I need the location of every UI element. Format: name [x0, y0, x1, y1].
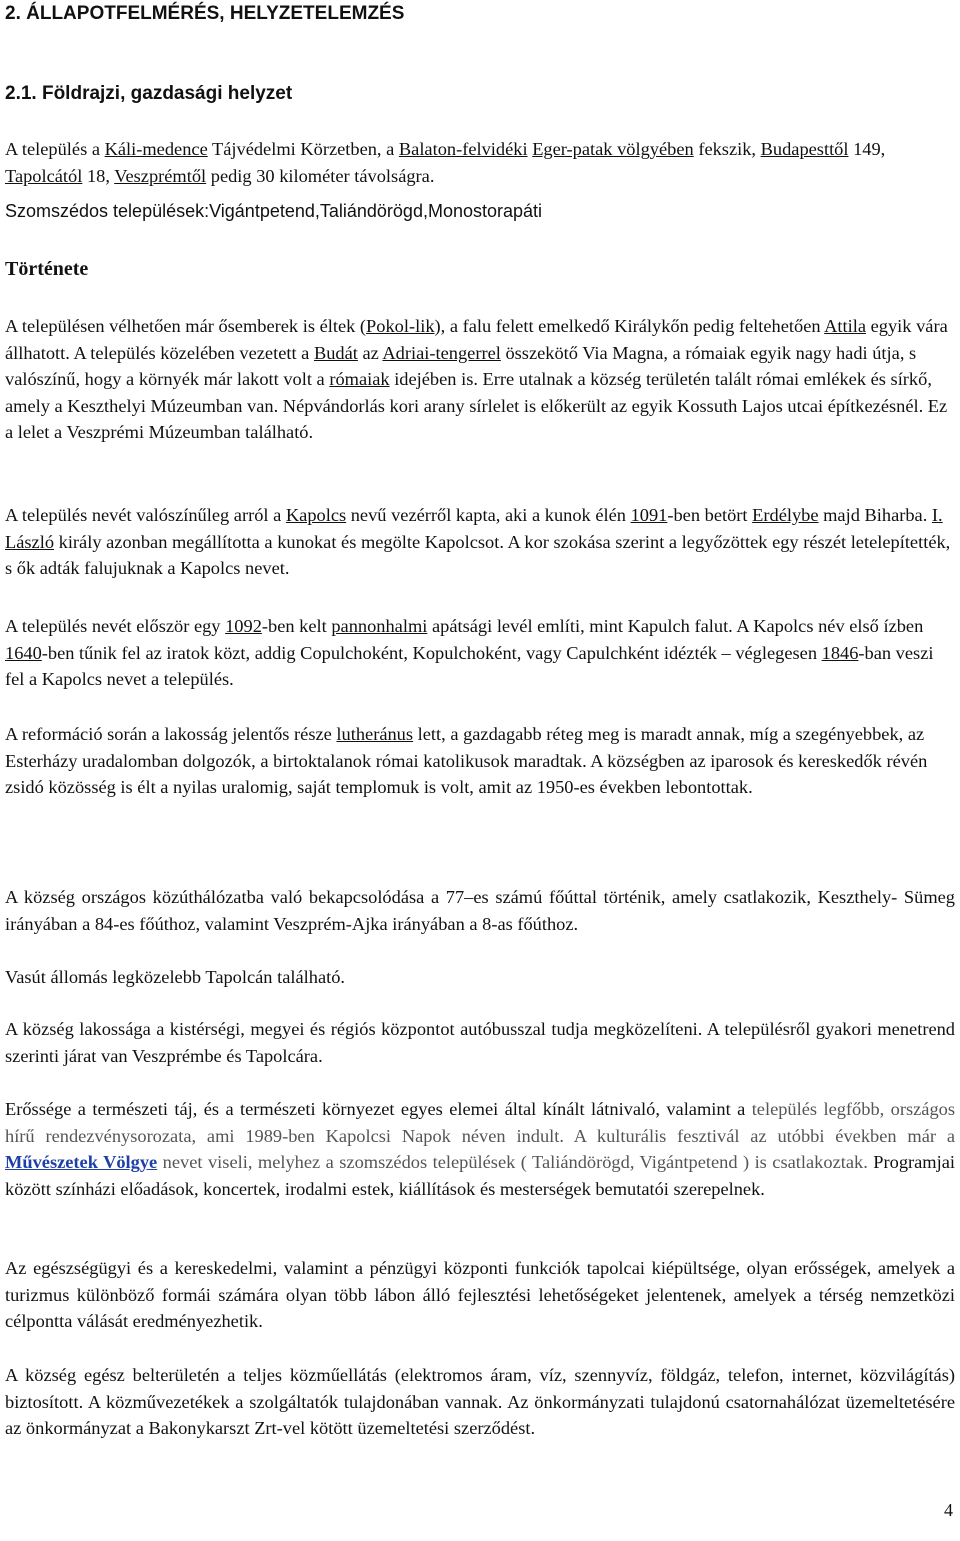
link-1091[interactable]: 1091 — [630, 505, 668, 525]
history-paragraph-1: A településen vélhetően már ősemberek is éltek (Pokol-lik), a falu felett emelkedő Királykőn pedig feltehetően Attila egyik vára állhatott. A település közelében vezetett a Budát az Adriai-tengerrel összekötő Via Magna, a rómaiak egyik nagy hadi útja, s valószínű, hogy a környék már lakott volt a rómaiak idejében is. Erre utalnak a község területén talált római emlékek és sírkő, amely a Keszthelyi Múzeumban van. Népvándorlás kori arany sírlelet is előkerült az egyik Kossuth Lajos utcai építkezésnél. Ez a lelet a Veszprémi Múzeumban található. — [5, 316, 948, 443]
link-1846[interactable]: 1846 — [821, 642, 859, 663]
link-1092[interactable]: 1092 — [225, 616, 262, 636]
history-heading: Története — [5, 258, 89, 280]
link-pokol-lik[interactable]: Pokol-lik — [366, 316, 435, 336]
link-attila[interactable]: Attila — [824, 316, 867, 336]
neighbours-line: Szomszédos települések:Vigántpetend,Taliándörögd,Monostorapáti — [5, 201, 543, 221]
link-i-laszlo[interactable]: I. László — [5, 505, 943, 552]
history-paragraph-3: A település nevét először egy 1092-ben kelt pannonhalmi apátsági levél említi, mint Kapulch falut. A Kapolcs név első ízben 1640-ben tűnik fel az iratok közt, addig Copulchoként, Kopulchoként, vagy Capulchként idézték – véglegesen 1846-ban veszi fel a Kapolcs nevet a település. — [5, 616, 934, 690]
link-eger-patak[interactable]: Eger-patak völgyében — [532, 139, 694, 159]
link-kali-medence[interactable]: Káli-medence — [104, 139, 208, 159]
link-balaton-felvideki[interactable]: Balaton-felvidéki — [398, 139, 528, 159]
bus-paragraph: A község lakossága a kistérségi, megyei és régiós központot autóbusszal tudja megközelíteni. A településről gyakori menetrend szerinti járat van Veszprémbe és Tapolcára. — [5, 1019, 955, 1066]
history-paragraph-4: A reformáció során a lakosság jelentős része lutheránus lett, a gazdagabb réteg meg is maradt annak, míg a szegényebbek, az Esterházy uradalomban dolgozók, a birtoktalanok római katolikusok maradtak. A községben az iparosok és kereskedők révén zsidó közösség is élt a nyilas uralomig, saját templomuk is volt, amit az 1950-es években lebontottak. — [5, 724, 928, 798]
link-lutheranus[interactable]: lutheránus — [336, 724, 414, 744]
link-veszprem[interactable]: Veszprémtől — [114, 165, 207, 186]
section-heading: 2.1. Földrajzi, gazdasági helyzet — [5, 83, 293, 104]
link-1640[interactable]: 1640 — [5, 642, 42, 663]
rail-paragraph: Vasút állomás legközelebb Tapolcán található. — [5, 967, 346, 987]
utilities-paragraph: A község egész belterületén a teljes közműellátás (elektromos áram, víz, szennyvíz, földgáz, telefon, internet, közvilágítás) biztosított. A közművezetékek a szolgáltatók tulajdonában vannak. Az önkormányzati tulajdonú csatornahálózat üzemeltetésére az önkormányzat a Bakonykarszt Zrt-vel kötött üzemeltetési szerződést. — [5, 1365, 955, 1439]
health-paragraph: Az egészségügyi és a kereskedelmi, valamint a pénzügyi központi funkciók tapolcai kiépültsége, olyan erősségek, amelyek a turizmus különböző formái számára olyan több lábon álló fejlesztési lehetőségeket jelentenek, amelyek a térség nemzetközi célpontta válását eredményezhetik. — [5, 1258, 955, 1332]
page-number: 4 — [944, 1500, 953, 1520]
link-adriai-tenger[interactable]: Adriai-tengerrel — [382, 342, 501, 363]
link-pannonhalmi[interactable]: pannonhalmi — [331, 616, 428, 636]
link-romaiak[interactable]: rómaiak — [329, 369, 390, 390]
link-kapolcs[interactable]: Kapolcs — [285, 505, 347, 525]
link-muveszetek-volgye[interactable]: Művészetek Völgye — [5, 1152, 158, 1173]
link-erdely[interactable]: Erdélybe — [752, 505, 819, 525]
roads-paragraph: A község országos közúthálózatba való bekapcsolódása a 77–es számú főúttal történik, amely csatlakozik, Keszthely- Sümeg irányában a 84-es főúthoz, valamint Veszprém-Ajka irányában a 8-as főúthoz. — [5, 887, 955, 934]
history-paragraph-2: A település nevét valószínűleg arról a Kapolcs nevű vezérről kapta, aki a kunok élén 1091-ben betört Erdélybe majd Biharba. I. László király azonban megállította a kunokat és megölte Kapolcsot. A kor szokása szerint a legyőzöttek egy részét letelepítették, s ők adták falujuknak a Kapolcs nevet. — [5, 505, 951, 579]
strength-paragraph: Erőssége a természeti táj, és a természeti környezet egyes elemei által kínált látnivaló, valamint a település legfőbb, országos hírű rendezvénysorozata, ami 1989-ben Kapolcsi Napok néven indult. A kulturális fesztivál az utóbbi években már a Művészetek Völgye nevet viseli, melyhez a szomszédos települések ( Taliándörögd, Vigántpetend ) is csatlakoztak. Programjai között színházi előadások, koncertek, irodalmi estek, kiállítások és mesterségek bemutatói szerepelnek. — [5, 1099, 955, 1199]
main-heading: 2. ÁLLAPOTFELMÉRÉS, HELYZETELEMZÉS — [5, 3, 405, 24]
link-budapest[interactable]: Budapesttől — [760, 139, 849, 159]
link-buda[interactable]: Budát — [313, 342, 358, 363]
geo-paragraph: A település a Káli-medence Tájvédelmi Körzetben, a Balaton-felvidéki Eger-patak völgyében fekszik, Budapesttől 149, Tapolcától 18, Veszprémtől pedig 30 kilométer távolságra. — [5, 139, 886, 186]
link-tapolca[interactable]: Tapolcától — [5, 165, 83, 186]
